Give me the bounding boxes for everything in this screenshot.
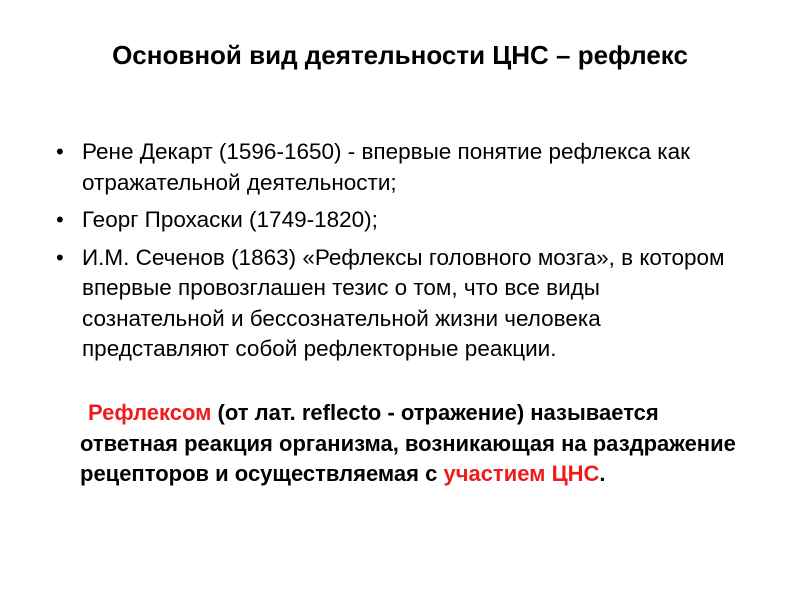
bullet-text: И.М. Сеченов (1863) «Рефлексы головного мозга», в котором впервые провозглашен тезис о том, что все виды сознательной и бессознательной жизни человека представляют собой рефлекторные реакции. [82, 244, 725, 361]
bullet-item-descartes [56, 137, 746, 198]
bullet-text: Рене Декарт (1596-1650) - впервые понятие рефлекса как отражательной деятельности; [82, 139, 690, 195]
bullet-icon: • [56, 207, 64, 232]
bullet-item-prochaska [56, 205, 746, 236]
bullet-text: Георг Прохаски (1749-1820); [82, 207, 378, 232]
definition-end: . [599, 461, 606, 486]
slide-title: Основной вид деятельности ЦНС – рефлекс [112, 40, 688, 70]
definition-term: Рефлексом [88, 400, 212, 425]
reflex-definition [80, 398, 750, 490]
bullet-list [56, 137, 746, 372]
bullet-icon: • [56, 139, 64, 164]
definition-text: (от лат. reflecto - отражение) называется ответная реакция организма, возникающая на раздражение рецепторов и осуществляемая с [80, 400, 736, 486]
bullet-item-sechenov [56, 243, 746, 365]
definition-highlight: участием ЦНС [443, 461, 600, 486]
bullet-icon: • [56, 244, 64, 270]
